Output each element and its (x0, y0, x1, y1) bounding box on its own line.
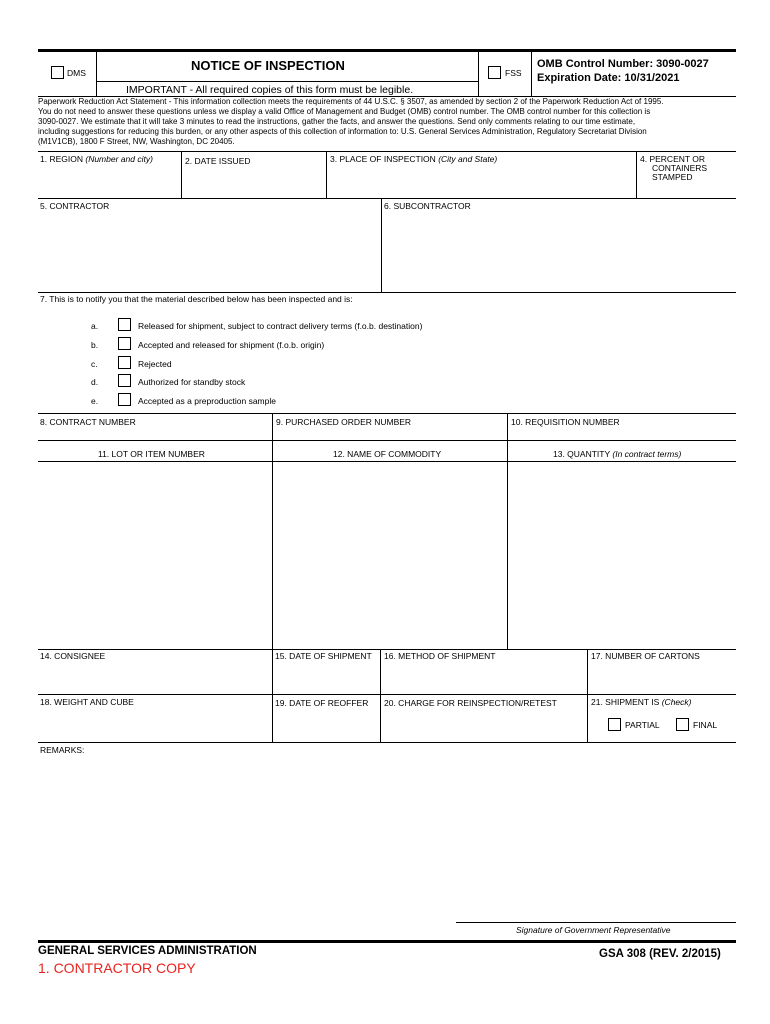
paperwork-line: 3090-0027. We estimate that it will take 3 minutes to read the instructions, gather the facts, and answer the questions. Send only comments relating to our time estimate, (38, 117, 636, 126)
paperwork-line: Paperwork Reduction Act Statement - This information collection meets the requirements of 44 U.S.C. § 3507, as amended by section 2 of the Paperwork Reduction Act of 1995. (38, 97, 664, 106)
row6-div-a (272, 649, 273, 743)
charge-label: 20. CHARGE FOR REINSPECTION/RETEST (384, 698, 557, 708)
option-c-checkbox[interactable] (118, 356, 131, 369)
dms-checkbox[interactable] (51, 66, 64, 79)
row1-top (38, 151, 736, 152)
option-e-letter: e. (91, 396, 99, 406)
row4-top (38, 413, 736, 414)
cartons-label: 17. NUMBER OF CARTONS (591, 651, 700, 661)
option-c-text: Rejected (138, 359, 172, 369)
contract-number-label: 8. CONTRACT NUMBER (40, 417, 136, 427)
final-checkbox[interactable] (676, 718, 689, 731)
title-underline (96, 81, 478, 82)
partial-checkbox[interactable] (608, 718, 621, 731)
option-b-letter: b. (91, 340, 99, 350)
percent-label-2: CONTAINERS (652, 163, 708, 173)
final-label: FINAL (693, 720, 718, 730)
option-e-text: Accepted as a preproduction sample (138, 396, 276, 406)
header-divider-left (96, 50, 97, 96)
row5-header-bottom (38, 461, 736, 462)
contractor-label: 5. CONTRACTOR (40, 201, 110, 211)
paperwork-line: including suggestions for reducing this burden, or any other aspects of this collection of information to: U.S. General Services Administration, Regulatory Secretariat Division (38, 127, 647, 136)
bottom-rule (38, 940, 736, 943)
remarks-label: REMARKS: (40, 745, 85, 755)
row5-div-b (507, 440, 508, 650)
important-note: IMPORTANT - All required copies of this form must be legible. (126, 84, 414, 96)
row4-div-a (272, 413, 273, 440)
remarks-top (38, 742, 736, 743)
partial-label: PARTIAL (625, 720, 660, 730)
row6-div-c (587, 649, 588, 743)
row2-top (38, 198, 736, 199)
date-shipment-label: 15. DATE OF SHIPMENT (275, 651, 372, 661)
dms-label: DMS (67, 68, 86, 78)
option-b-text: Accepted and released for shipment (f.o.b. origin) (138, 340, 325, 350)
consignee-label: 14. CONSIGNEE (40, 651, 106, 661)
subcontractor-label: 6. SUBCONTRACTOR (384, 201, 471, 211)
weight-label: 18. WEIGHT AND CUBE (40, 697, 134, 707)
row4-div-b (507, 413, 508, 440)
row5-top (38, 440, 736, 441)
expiration-date: Expiration Date: 10/31/2021 (537, 72, 680, 84)
fss-checkbox[interactable] (488, 66, 501, 79)
date-issued-label: 2. DATE ISSUED (185, 156, 251, 166)
form-title: NOTICE OF INSPECTION (191, 58, 345, 73)
header-divider-right (531, 50, 532, 96)
row3-top (38, 292, 736, 293)
option-d-letter: d. (91, 377, 99, 387)
option-e-checkbox[interactable] (118, 393, 131, 406)
row1-div-a (181, 151, 182, 198)
row6-div-b (380, 649, 381, 743)
lot-label: 11. LOT OR ITEM NUMBER (98, 449, 205, 459)
place-label: 3. PLACE OF INSPECTION (City and State) (330, 154, 498, 164)
purchase-order-label: 9. PURCHASED ORDER NUMBER (276, 417, 412, 427)
option-a-checkbox[interactable] (118, 318, 131, 331)
option-d-text: Authorized for standby stock (138, 377, 246, 387)
copy-designation: 1. CONTRACTOR COPY (38, 960, 196, 976)
option-b-checkbox[interactable] (118, 337, 131, 350)
signature-label: Signature of Government Representative (516, 925, 671, 935)
commodity-label: 12. NAME OF COMMODITY (333, 449, 442, 459)
row1-div-c (636, 151, 637, 198)
fss-label: FSS (505, 68, 522, 78)
option-d-checkbox[interactable] (118, 374, 131, 387)
region-label: 1. REGION (Number and city) (40, 154, 153, 164)
date-reoffer-label: 19. DATE OF REOFFER (275, 698, 369, 708)
agency-name: GENERAL SERVICES ADMINISTRATION (38, 945, 257, 957)
paperwork-statement (38, 97, 738, 147)
top-rule (38, 49, 736, 52)
percent-label-3: STAMPED (652, 172, 693, 182)
row6-top (38, 649, 736, 650)
paperwork-line: (M1V1CB), 1800 F Street, NW, Washington, DC 20405. (38, 137, 235, 146)
row1-div-b (326, 151, 327, 198)
signature-line[interactable] (456, 922, 736, 923)
requisition-label: 10. REQUISITION NUMBER (511, 417, 620, 427)
option-c-letter: c. (91, 359, 98, 369)
row5-div-a (272, 440, 273, 650)
omb-number: OMB Control Number: 3090-0027 (537, 58, 709, 70)
row7-top (38, 694, 736, 695)
shipment-is-label: 21. SHIPMENT IS (Check) (591, 697, 692, 707)
percent-label-1: 4. PERCENT OR (640, 154, 706, 164)
option-a-text: Released for shipment, subject to contract delivery terms (f.o.b. destination) (138, 321, 423, 331)
row2-div (381, 198, 382, 292)
option-a-letter: a. (91, 321, 99, 331)
form-number: GSA 308 (REV. 2/2015) (599, 948, 721, 960)
notify-label: 7. This is to notify you that the material described below has been inspected and is: (40, 294, 353, 304)
quantity-label: 13. QUANTITY (In contract terms) (553, 449, 682, 459)
paperwork-line: You do not need to answer these questions unless we display a valid Office of Management and Budget (OMB) control number. The OMB control number for this collection is (38, 107, 651, 116)
header-divider-mid (478, 50, 479, 96)
method-shipment-label: 16. METHOD OF SHIPMENT (384, 651, 496, 661)
